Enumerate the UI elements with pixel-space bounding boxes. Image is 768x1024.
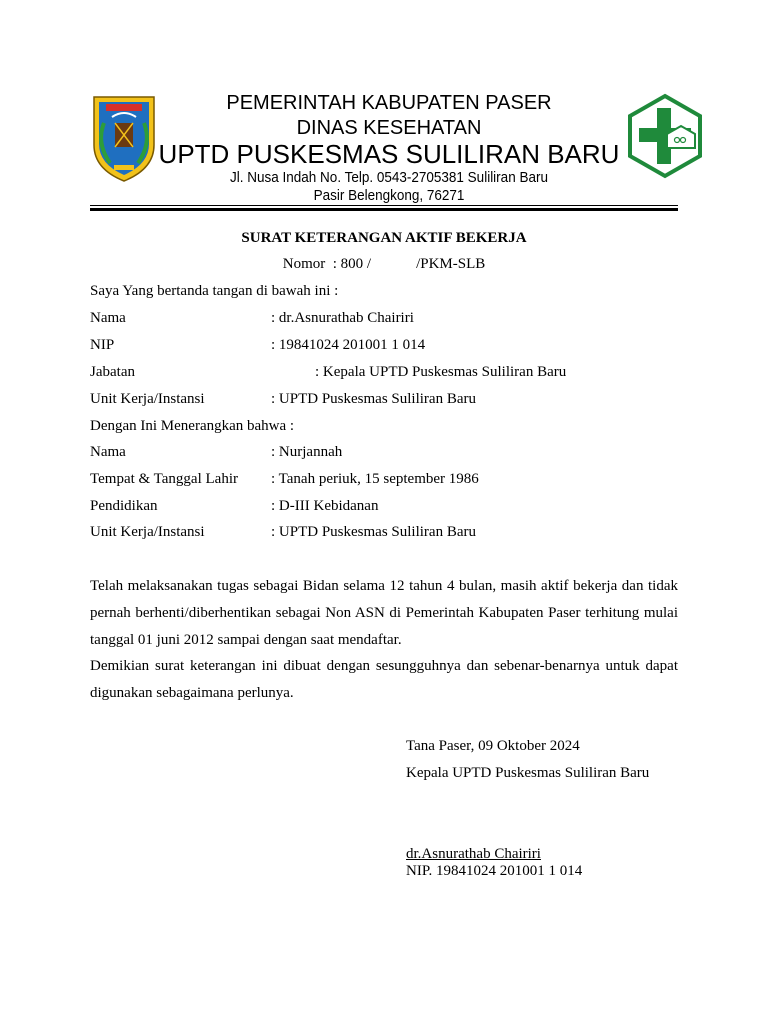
header-divider-thin xyxy=(90,205,678,206)
letter-title: SURAT KETERANGAN AKTIF BEKERJA xyxy=(241,230,527,246)
subject-value-education: : D-III Kebidanan xyxy=(271,498,379,514)
signer-label-position: Jabatan xyxy=(90,364,135,380)
header-divider-thick xyxy=(90,208,678,211)
subject-label-education: Pendidikan xyxy=(90,498,158,514)
signer-label-name: Nama xyxy=(90,310,126,326)
puskesmas-logo-icon xyxy=(623,90,707,182)
intro-text: Saya Yang bertanda tangan di bawah ini : xyxy=(90,283,339,299)
header-line-institution: UPTD PUSKESMAS SULILIRAN BARU xyxy=(158,139,620,169)
signer-value-name: : dr.Asnurathab Chairiri xyxy=(271,310,414,326)
signature-place-date: Tana Paser, 09 Oktober 2024 xyxy=(406,738,580,754)
header-line-agency: DINAS KESEHATAN xyxy=(296,117,482,139)
subject-value-name: : Nurjannah xyxy=(271,444,343,460)
body-paragraph-service: Telah melaksanakan tugas sebagai Bidan selama 12 tahun 4 bulan, masih aktif bekerja dan tidak pernah berhenti/diberhentikan sebagai Non ASN di Pemerintah Kabupaten Paser terhitung mulai tanggal 01 juni 2012 sampai dengan saat mendaftar. xyxy=(90,578,678,648)
subject-value-unit: : UPTD Puskesmas Suliliran Baru xyxy=(271,524,476,540)
paser-regency-emblem-icon xyxy=(90,93,158,183)
signature-position: Kepala UPTD Puskesmas Suliliran Baru xyxy=(406,765,650,781)
signer-value-unit: : UPTD Puskesmas Suliliran Baru xyxy=(271,391,476,407)
signer-label-nip: NIP xyxy=(90,337,115,353)
subject-label-unit: Unit Kerja/Instansi xyxy=(90,524,205,540)
header-address: Jl. Nusa Indah No. Telp. 0543-2705381 Suliliran Baru xyxy=(230,169,548,186)
letter-number: Nomor : 800 / /PKM-SLB xyxy=(282,256,486,272)
body-paragraph-closing: Demikian surat keterangan ini dibuat dengan sesungguhnya dan sebenar-benarnya untuk dapat digunakan sebagaimana perlunya. xyxy=(90,658,678,701)
header-city: Pasir Belengkong, 76271 xyxy=(313,187,465,204)
subject-label-birth: Tempat & Tanggal Lahir xyxy=(90,471,238,487)
signature-nip: NIP. 19841024 201001 1 014 xyxy=(406,863,583,879)
subject-value-birth: : Tanah periuk, 15 september 1986 xyxy=(271,471,479,487)
header-line-government: PEMERINTAH KABUPATEN PASER xyxy=(226,92,552,114)
signer-value-nip: : 19841024 201001 1 014 xyxy=(271,337,426,353)
signer-value-position: : Kepala UPTD Puskesmas Suliliran Baru xyxy=(315,364,567,380)
subject-label-name: Nama xyxy=(90,444,126,460)
signature-name: dr.Asnurathab Chairiri xyxy=(406,846,541,862)
signer-label-unit: Unit Kerja/Instansi xyxy=(90,391,205,407)
declare-intro-text: Dengan Ini Menerangkan bahwa : xyxy=(90,418,295,434)
